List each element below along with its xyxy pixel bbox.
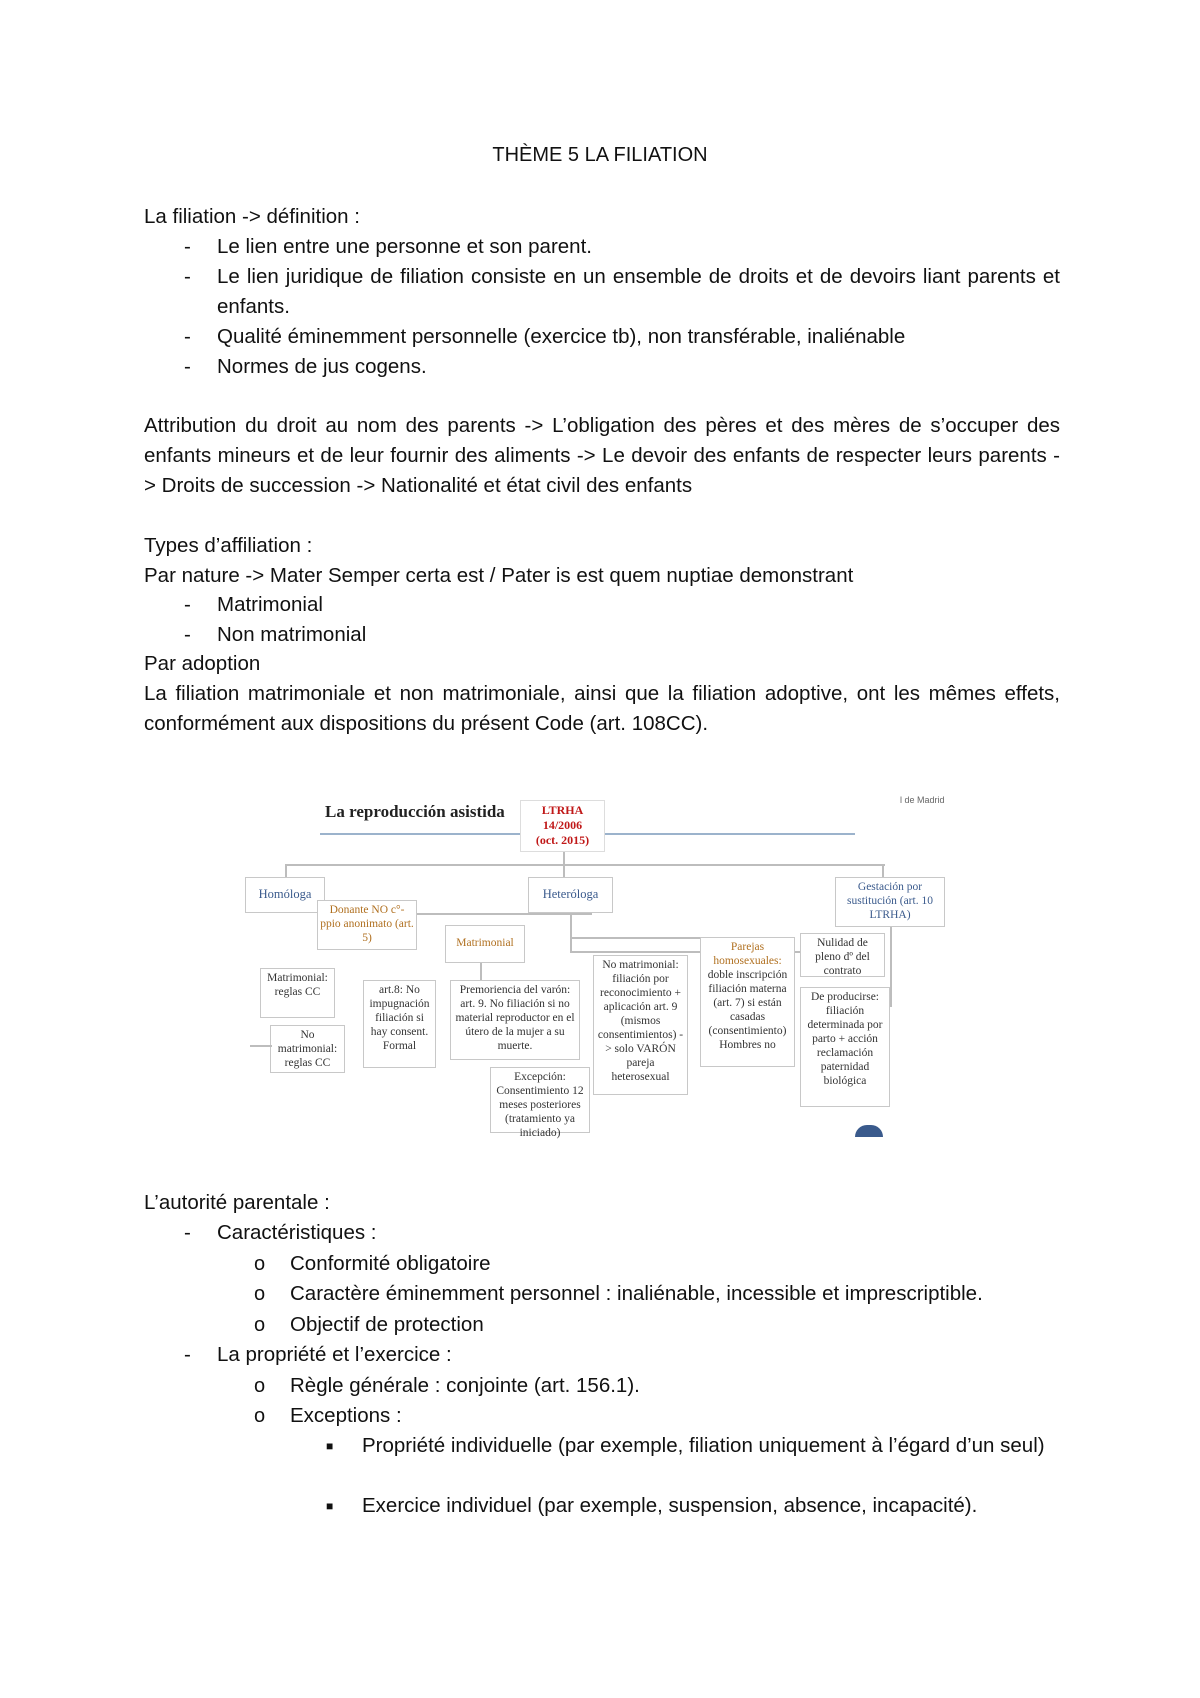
filiation-heading: La filiation -> définition :: [144, 205, 360, 228]
dash-bullet: -: [184, 593, 191, 616]
dash-bullet: -: [184, 265, 191, 288]
car-item-1: Conformité obligatoire: [290, 1252, 491, 1275]
propriete-item: La propriété et l’exercice :: [217, 1343, 452, 1366]
filiation-item-3: Qualité éminemment personnelle (exercice tb), non transférable, inaliénable: [217, 325, 906, 348]
dash-bullet: -: [184, 235, 191, 258]
types-effects: La filiation matrimoniale et non matrimoniale, ainsi que la filiation adoptive, ont les mêmes effets, conformément aux dispositions du présent Code (art. 108CC).: [144, 682, 1060, 735]
no-matrimonial-text: No matrimonial: filiación por reconocimiento + aplicación art. 9 (mismos consentimientos) -> solo VARÓN pareja heterosexual: [597, 959, 684, 1083]
circle-bullet: o: [254, 1253, 266, 1275]
parejas-title: Parejas homosexuales:: [713, 941, 782, 967]
autorite-heading: L’autorité parentale :: [144, 1191, 330, 1214]
square-bullet: ■: [326, 1439, 334, 1453]
nature-item-2: Non matrimonial: [217, 623, 367, 646]
parejas-body: doble inscripción filiación materna (art. 7) si están casadas (consentimiento) Hombres no: [707, 969, 788, 1051]
gestacion-box: Gestación por sustitución (art. 10 LTRHA): [835, 877, 945, 927]
exc-item-1: Propriété individuelle (par exemple, filiation uniquement à l’égard d’un seul): [362, 1434, 1045, 1457]
dash-bullet: -: [184, 1221, 191, 1244]
dash-bullet: -: [184, 1343, 191, 1366]
ltrha-box: [520, 800, 605, 852]
diagram-title: La reproducción asistida: [325, 802, 505, 821]
circle-bullet: o: [254, 1375, 266, 1397]
dash-bullet: -: [184, 325, 191, 348]
types-adoption: Par adoption: [144, 652, 261, 675]
caracteristiques-item: Caractéristiques :: [217, 1221, 377, 1244]
nature-item-1: Matrimonial: [217, 593, 323, 616]
filiation-item-1: Le lien entre une personne et son parent.: [217, 235, 592, 258]
circle-bullet: o: [254, 1314, 266, 1336]
excepcion-box: Excepción: Consentimiento 12 meses posteriores (tratamiento ya iniciado): [490, 1067, 590, 1133]
donante-box: Donante NO c°-ppio anonimato (art. 5): [317, 900, 417, 950]
homologa-box: Homóloga: [245, 877, 325, 913]
nulidad-box: Nulidad de pleno dº del contrato: [800, 933, 885, 977]
matrimonial-cc-box: Matrimonial: reglas CC: [260, 968, 335, 1018]
car-item-2: Caractère éminemment personnel : inaliénable, incessible et imprescriptible.: [290, 1282, 983, 1305]
exc-item-2: Exercice individuel (par exemple, suspension, absence, incapacité).: [362, 1494, 978, 1517]
heterologa-box: Heteróloga: [528, 877, 613, 913]
matrimonial-box: Matrimonial: [445, 925, 525, 963]
exceptions-item: Exceptions :: [290, 1404, 402, 1427]
premoriencia-box: Premoriencia del varón: art. 9. No filiación si no material reproductor en el útero de la mujer a su muerte.: [450, 980, 580, 1060]
circle-bullet: o: [254, 1283, 266, 1305]
types-nature: Par nature -> Mater Semper certa est / Pater is est quem nuptiae demonstrant: [144, 564, 854, 587]
no-matrimonial-cc-box: No matrimonial: reglas CC: [270, 1025, 345, 1073]
page-title: THÈME 5 LA FILIATION: [492, 144, 708, 166]
regle-item: Règle générale : conjointe (art. 156.1).: [290, 1374, 640, 1397]
ltrha-line-2: 14/2006: [542, 818, 583, 832]
types-heading: Types d’affiliation :: [144, 534, 313, 557]
ltrha-line-3: (oct. 2015): [535, 833, 590, 847]
university-label: l de Madrid: [900, 795, 945, 805]
filiation-item-2: Le lien juridique de filiation consiste en un ensemble de droits et de devoirs liant parents et enfants.: [217, 265, 1060, 318]
filiation-item-4: Normes de jus cogens.: [217, 355, 427, 378]
car-item-3: Objectif de protection: [290, 1313, 484, 1336]
reproduction-diagram: [245, 785, 965, 1140]
ltrha-line-1: LTRHA: [541, 803, 584, 817]
circle-bullet: o: [254, 1405, 266, 1427]
square-bullet: ■: [326, 1499, 334, 1513]
dash-bullet: -: [184, 355, 191, 378]
parejas-box: [700, 937, 795, 1067]
art8-box: art.8: No impugnación filiación si hay consent. Formal: [363, 980, 436, 1068]
attribution-paragraph: Attribution du droit au nom des parents -> L’obligation des pères et des mères de s’occuper des enfants mineurs et de leur fournir des aliments -> Le devoir des enfants de respecter leurs parents -> Droits de succession -> Nationalité et état civil des enfants: [144, 414, 1060, 497]
producirse-box: De producirse: filiación determinada por parto + acción reclamación paternidad biológica: [800, 987, 890, 1107]
dash-bullet: -: [184, 623, 191, 646]
no-matrimonial-box: [593, 955, 688, 1095]
